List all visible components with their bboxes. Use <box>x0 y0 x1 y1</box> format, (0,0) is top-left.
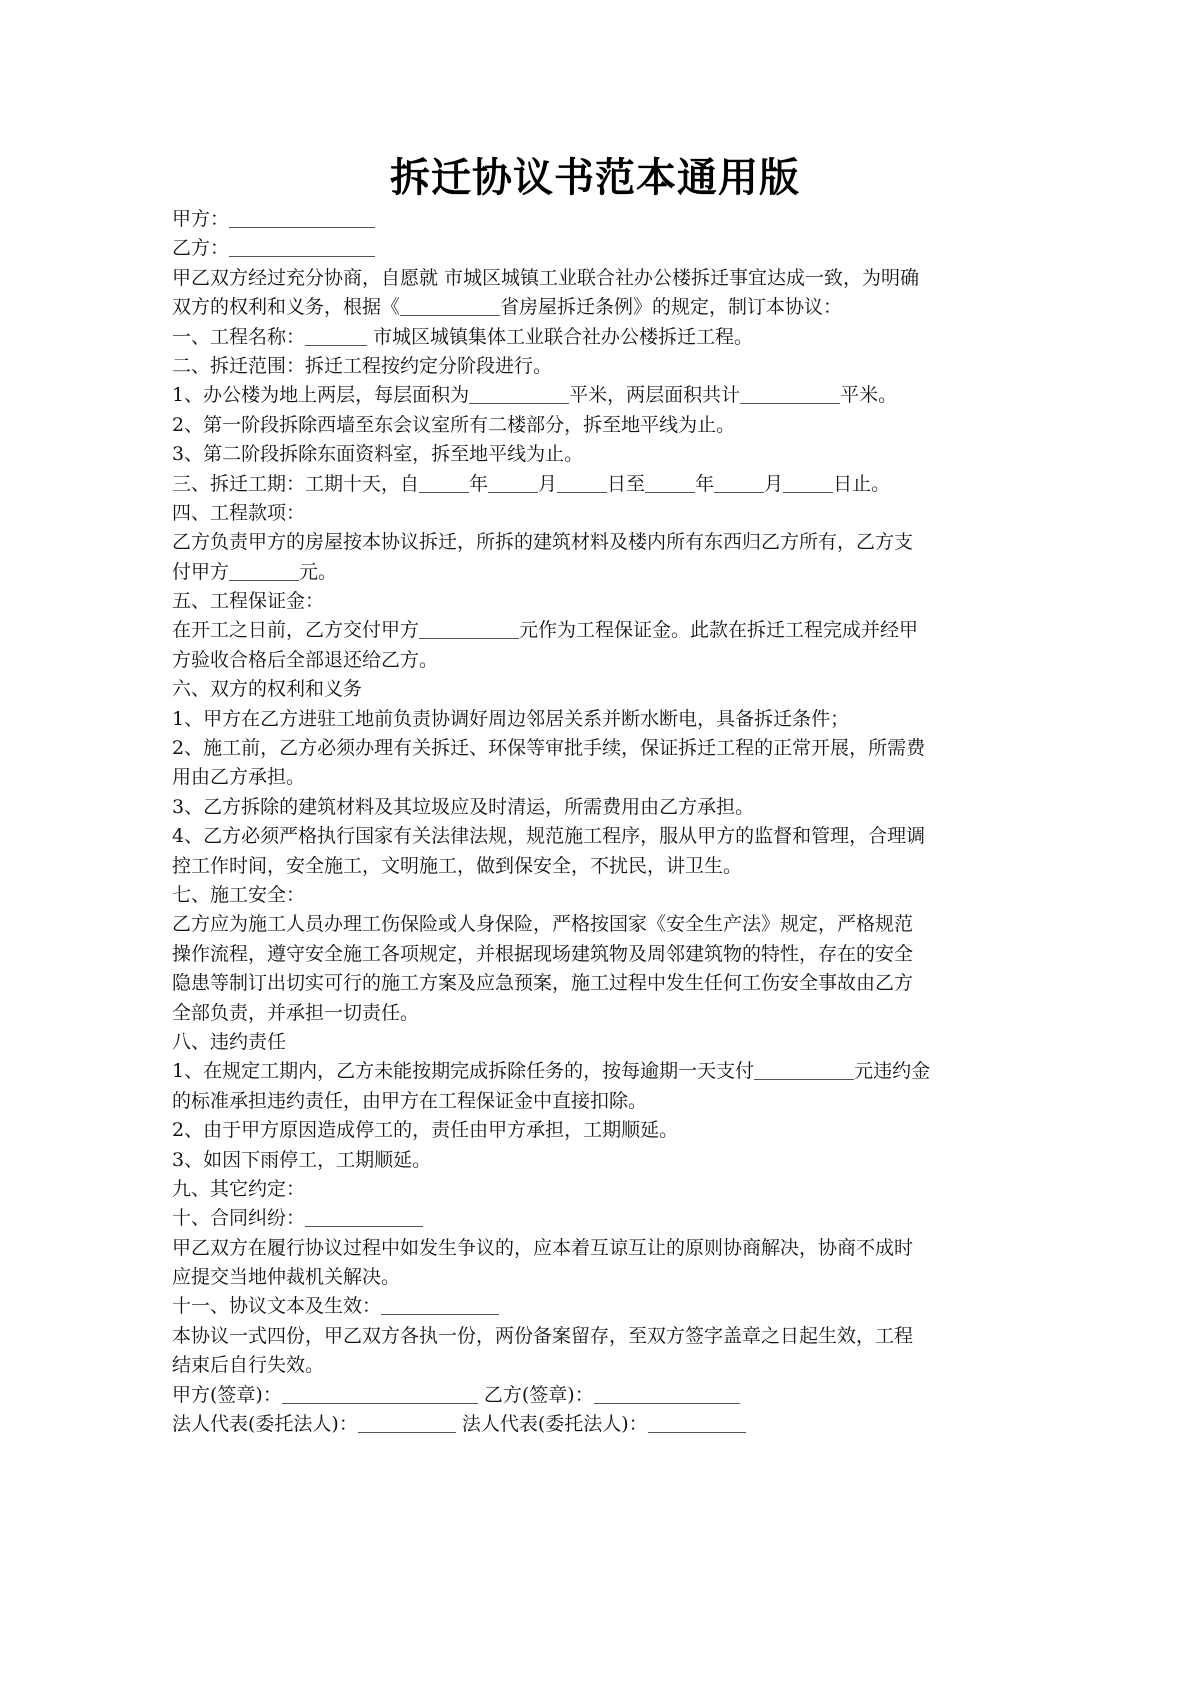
document-line-s8-2 <box>172 1116 1022 1145</box>
line-text: 日至 <box>607 472 646 495</box>
line-text: 元违约金 <box>854 1060 931 1083</box>
document-line-s9 <box>172 1175 1022 1204</box>
line-text: 3、乙方拆除的建筑材料及其垃圾应及时清运，所需费用由乙方承担。 <box>172 795 755 818</box>
line-text: 平米。 <box>840 384 898 407</box>
fill-in-blank[interactable] <box>305 325 367 346</box>
document-body <box>172 205 1022 1439</box>
document-line-s6-4a <box>172 822 1022 851</box>
document-line-s7-p3 <box>172 969 1022 998</box>
fill-in-blank[interactable] <box>469 383 569 404</box>
fill-in-blank[interactable] <box>305 1206 423 1227</box>
document-line-s7-p4 <box>172 999 1022 1028</box>
line-text: 用由乙方承担。 <box>172 766 306 789</box>
document-line-s2-1 <box>172 381 1022 410</box>
line-text: 2、由于甲方原因造成停工的，责任由甲方承担，工期顺延。 <box>172 1119 679 1142</box>
fill-in-blank[interactable] <box>358 1412 456 1433</box>
line-text: 2、第一阶段拆除西墙至东会议室所有二楼部分，拆至地平线为止。 <box>172 413 736 436</box>
line-text: 四、工程款项： <box>172 501 306 524</box>
document-line-s8-1a <box>172 1057 1022 1086</box>
fill-in-blank[interactable] <box>400 295 500 316</box>
line-text: 方验收合格后全部退还给乙方。 <box>172 648 439 671</box>
line-text: 三、拆迁工期：工期十天，自 <box>172 472 420 495</box>
document-line-s8-1b <box>172 1087 1022 1116</box>
document-line-party-a <box>172 205 1022 234</box>
fill-in-blank[interactable] <box>645 472 695 493</box>
line-text: 乙方负责甲方的房屋按本协议拆迁，所拆的建筑材料及楼内所有东西归乙方所有，乙方支 <box>172 531 914 554</box>
document-line-s10 <box>172 1204 1022 1233</box>
fill-in-blank[interactable] <box>714 472 764 493</box>
line-text: 1、在规定工期内，乙方未能按期完成拆除任务的，按每逾期一天支付 <box>172 1060 755 1083</box>
line-text: 省房屋拆迁条例》的规定，制订本协议： <box>500 296 843 319</box>
line-text: 双方的权利和义务，根据《 <box>172 296 401 319</box>
line-text: 十、合同纠纷： <box>172 1207 306 1230</box>
line-text: 甲方： <box>172 208 230 230</box>
document-line-intro-1 <box>172 264 1022 293</box>
line-text: 在开工之日前，乙方交付甲方 <box>172 619 420 642</box>
line-text: 年 <box>469 472 489 495</box>
line-text: 控工作时间，安全施工，文明施工，做到保安全，不扰民，讲卫生。 <box>172 854 743 877</box>
document-line-s8 <box>172 1028 1022 1057</box>
line-text: 的标准承担违约责任，由甲方在工程保证金中直接扣除。 <box>172 1089 648 1112</box>
line-text: 一、工程名称： <box>172 325 306 348</box>
line-text: 市城区城镇集体工业联合社办公楼拆迁工程。 <box>367 325 754 348</box>
document-line-s4-p1 <box>172 528 1022 557</box>
fill-in-blank[interactable] <box>648 1412 746 1433</box>
line-text: 甲乙双方经过充分协商，自愿就 市城区城镇工业联合社办公楼拆迁事宜达成一致，为明确 <box>172 266 920 289</box>
document-line-s6-1 <box>172 705 1022 734</box>
fill-in-blank[interactable] <box>419 472 469 493</box>
document-line-s6-2a <box>172 734 1022 763</box>
line-text: 八、违约责任 <box>172 1030 287 1053</box>
document-line-s7 <box>172 881 1022 910</box>
fill-in-blank[interactable] <box>783 472 833 493</box>
document-line-s7-p1 <box>172 910 1022 939</box>
line-text: 隐患等制订出切实可行的施工方案及应急预案，施工过程中发生任何工伤安全事故由乙方 <box>172 972 914 995</box>
document-line-s2-2 <box>172 411 1022 440</box>
fill-in-blank[interactable] <box>740 383 840 404</box>
document-line-s8-3 <box>172 1146 1022 1175</box>
fill-in-blank[interactable] <box>381 1294 499 1315</box>
fill-in-blank[interactable] <box>229 560 299 581</box>
line-text: 1、办公楼为地上两层，每层面积为 <box>172 384 470 407</box>
document-line-s10-p1 <box>172 1234 1022 1263</box>
fill-in-blank[interactable] <box>229 207 375 228</box>
document-line-s11-p2 <box>172 1351 1022 1380</box>
document-line-s11 <box>172 1292 1022 1321</box>
line-text: 4、乙方必须严格执行国家有关法律法规，规范施工程序，服从甲方的监督和管理，合理调 <box>172 825 926 848</box>
line-text: 五、工程保证金： <box>172 590 325 613</box>
document-line-s5-p1 <box>172 616 1022 645</box>
line-text: 六、双方的权利和义务 <box>172 678 363 701</box>
fill-in-blank[interactable] <box>557 472 607 493</box>
document-line-s6-4b <box>172 852 1022 881</box>
document-line-s6-3 <box>172 793 1022 822</box>
line-text: 乙方应为施工人员办理工伤保险或人身保险，严格按国家《安全生产法》规定，严格规范 <box>172 913 914 936</box>
fill-in-blank[interactable] <box>419 618 519 639</box>
line-text: 应提交当地仲裁机关解决。 <box>172 1266 401 1289</box>
document-line-s1 <box>172 323 1022 352</box>
line-text: 甲方(签章)： <box>172 1383 282 1406</box>
document-line-s4 <box>172 499 1022 528</box>
document-line-s5-p2 <box>172 646 1022 675</box>
document-line-s6 <box>172 675 1022 704</box>
line-text: 法人代表(委托法人)： <box>455 1413 648 1436</box>
line-text: 二、拆迁范围：拆迁工程按约定分阶段进行。 <box>172 354 553 377</box>
line-text: 元作为工程保证金。此款在拆迁工程完成并经甲 <box>519 619 919 642</box>
line-text: 平米，两层面积共计 <box>569 384 741 407</box>
fill-in-blank[interactable] <box>282 1383 478 1404</box>
fill-in-blank[interactable] <box>754 1059 854 1080</box>
line-text: 日止。 <box>833 472 891 495</box>
line-text: 十一、协议文本及生效： <box>172 1295 382 1318</box>
line-text: 3、如因下雨停工，工期顺延。 <box>172 1148 432 1171</box>
line-text: 本协议一式四份，甲乙双方各执一份，两份备案留存，至双方签字盖章之日起生效，工程 <box>172 1324 914 1347</box>
line-text: 九、其它约定： <box>172 1177 306 1200</box>
document-line-s10-p2 <box>172 1263 1022 1292</box>
document-line-sign-1 <box>172 1381 1022 1410</box>
document-line-s11-p1 <box>172 1322 1022 1351</box>
line-text: 七、施工安全： <box>172 883 306 906</box>
line-text: 结束后自行失效。 <box>172 1354 325 1377</box>
line-text: 法人代表(委托法人)： <box>172 1413 358 1436</box>
line-text: 2、施工前，乙方必须办理有关拆迁、环保等审批手续，保证拆迁工程的正常开展，所需费 <box>172 737 926 760</box>
document-line-s5 <box>172 587 1022 616</box>
document-line-s7-p2 <box>172 940 1022 969</box>
line-text: 乙方(签章)： <box>477 1383 594 1406</box>
line-text: 月 <box>764 472 784 495</box>
document-line-s4-p2 <box>172 558 1022 587</box>
document-line-sign-2 <box>172 1410 1022 1439</box>
line-text: 年 <box>695 472 715 495</box>
fill-in-blank[interactable] <box>229 236 375 257</box>
line-text: 元。 <box>299 560 338 583</box>
document-line-s2 <box>172 352 1022 381</box>
line-text: 甲乙双方在履行协议过程中如发生争议的，应本着互谅互让的原则协商解决，协商不成时 <box>172 1236 914 1259</box>
line-text: 1、甲方在乙方进驻工地前负责协调好周边邻居关系并断水断电，具备拆迁条件； <box>172 707 850 730</box>
fill-in-blank[interactable] <box>488 472 538 493</box>
line-text: 乙方： <box>172 237 230 260</box>
document-line-s3 <box>172 470 1022 499</box>
line-text: 付甲方 <box>172 560 230 583</box>
line-text: 月 <box>538 472 558 495</box>
document-line-s2-3 <box>172 440 1022 469</box>
line-text: 全部负责，并承担一切责任。 <box>172 1001 420 1024</box>
document-title: 拆迁协议书范本通用版 <box>390 155 800 201</box>
line-text: 操作流程，遵守安全施工各项规定，并根据现场建筑物及周邻建筑物的特性，存在的安全 <box>172 942 914 965</box>
line-text: 3、第二阶段拆除东面资料室，拆至地平线为止。 <box>172 443 584 466</box>
document-line-s6-2b <box>172 763 1022 792</box>
document-line-intro-2 <box>172 293 1022 322</box>
fill-in-blank[interactable] <box>594 1383 740 1404</box>
document-line-party-b <box>172 234 1022 263</box>
